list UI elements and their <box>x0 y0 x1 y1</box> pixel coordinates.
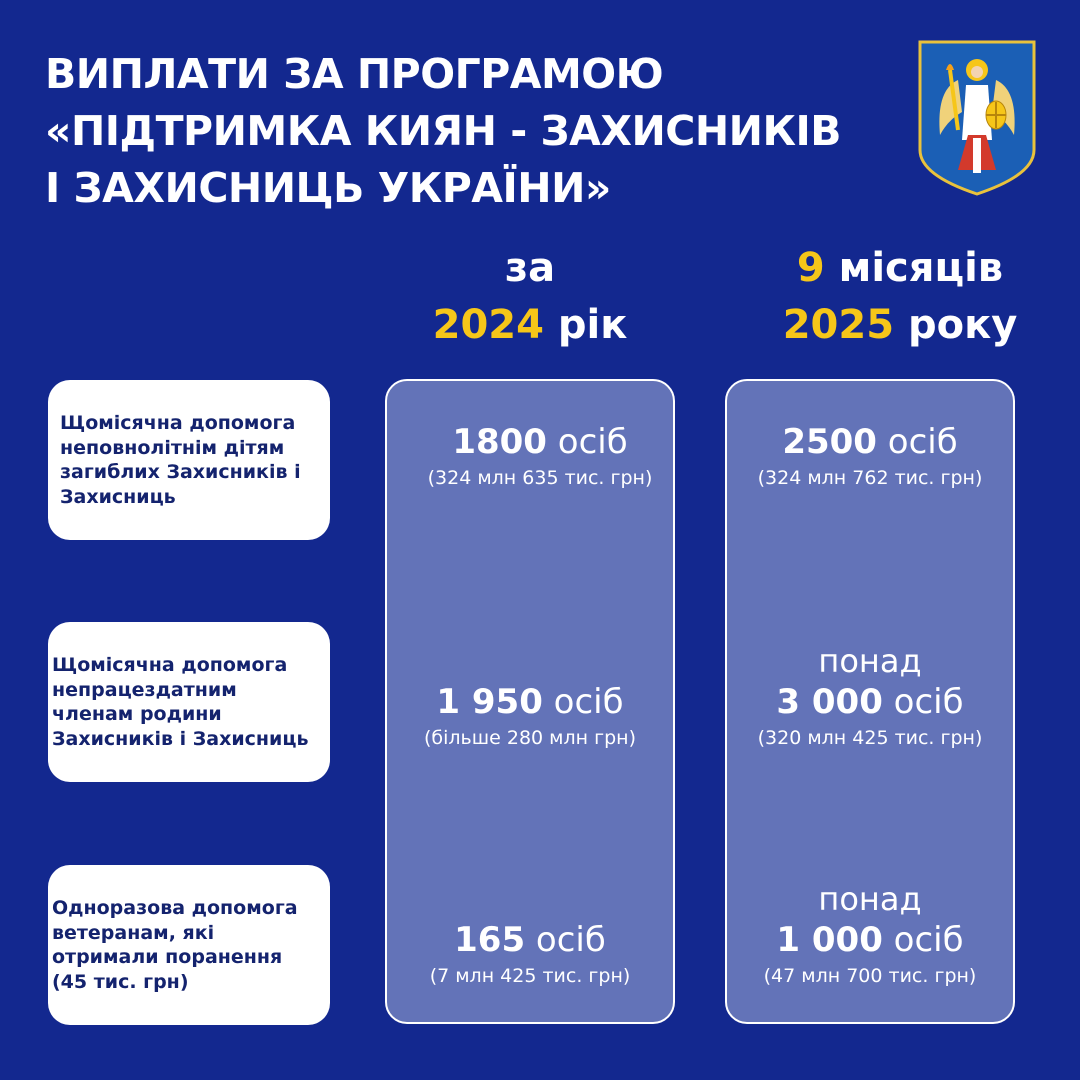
column-months-count: 9 <box>796 245 825 291</box>
title-line-1: ВИПЛАТИ ЗА ПРОГРАМОЮ <box>45 50 664 98</box>
value-2024-family: 1 950 осіб (більше 280 млн грн) <box>424 682 636 749</box>
row-label-veterans: Одноразова допомога ветеранам, які отримали поранення (45 тис. грн) <box>48 865 330 1025</box>
column-header-2025: 9 місяців 2025 року <box>782 245 1018 348</box>
value-2024-children: 1800 осіб (324 млн 635 тис. грн) <box>427 422 653 489</box>
row-label-family: Щомісячна допомога непрацездатним членам родини Захисників і Захисниць <box>48 622 330 782</box>
value-2025-veterans: понад 1 000 осіб (47 млн 700 тис. грн) <box>763 880 977 987</box>
column-period: за <box>504 245 556 291</box>
column-year: 2025 <box>782 302 895 348</box>
value-2025-children: 2500 осіб (324 млн 762 тис. грн) <box>757 422 983 489</box>
column-year: 2024 <box>432 302 544 348</box>
card-2024 <box>385 379 675 1024</box>
row-label-children: Щомісячна допомога неповнолітнім дітям загиблих Захисників і Захисниць <box>48 380 330 540</box>
value-2024-veterans: 165 осіб (7 млн 425 тис. грн) <box>429 920 631 987</box>
title-line-3: І ЗАХИСНИЦЬ УКРАЇНИ» <box>45 164 611 212</box>
kyiv-coat-of-arms-icon <box>918 40 1036 196</box>
value-2025-family: понад 3 000 осіб (320 млн 425 тис. грн) <box>757 642 983 749</box>
column-period: місяців <box>824 245 1004 291</box>
page-title <box>45 46 841 217</box>
card-2025 <box>725 379 1015 1024</box>
title-line-2: «ПІДТРИМКА КИЯН - ЗАХИСНИКІВ <box>45 107 842 155</box>
column-header-2024: за 2024 рік <box>432 245 628 348</box>
